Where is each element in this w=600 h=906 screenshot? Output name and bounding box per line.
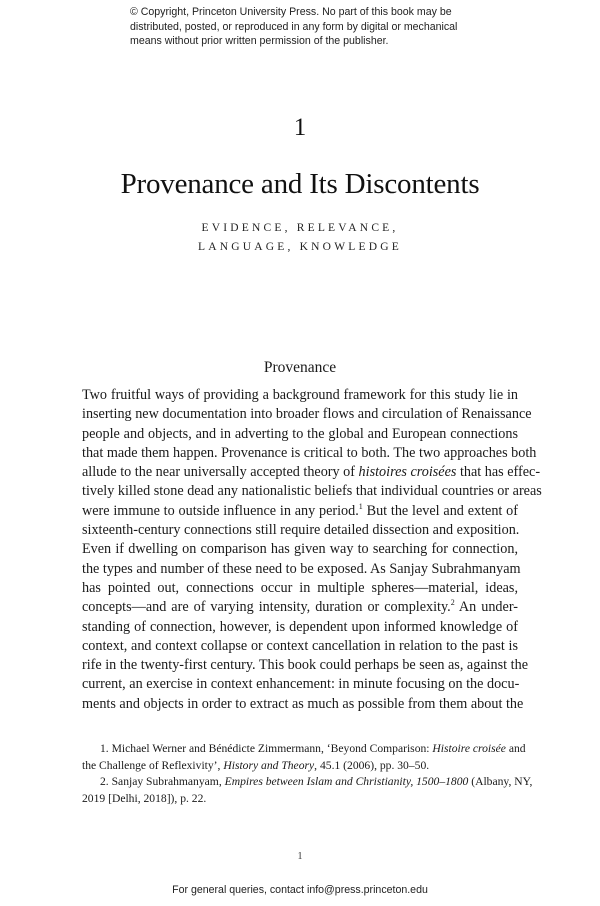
text-run: concepts—and are of varying intensity, duration or complexity. — [82, 599, 451, 616]
text-line — [82, 560, 521, 579]
text-line — [82, 405, 532, 424]
subtitle-line: EVIDENCE, RELEVANCE, — [201, 222, 399, 234]
text-line — [82, 463, 541, 482]
text-run: ments and objects in order to extract as much as possible from them about the — [82, 695, 524, 712]
italic-text: Empires between Islam and Christianity, 1500–1800 — [224, 775, 469, 789]
text-line — [82, 637, 518, 656]
footnote-line — [82, 774, 533, 791]
page-number: 1 — [297, 851, 303, 862]
text-run: that has effec- — [456, 464, 541, 481]
text-run: sixteenth-century connections still require detailed dissection and exposition. — [82, 522, 520, 539]
text-run: inserting new documentation into broader flows and circulation of Renaissance — [82, 406, 532, 423]
text-run: tively killed stone dead any nationalistic beliefs that individual countries or areas — [82, 483, 542, 500]
text-run: current, an exercise in context enhancement: in minute focusing on the docu- — [82, 676, 520, 693]
text-run: Even if dwelling on comparison has given way to searching for connection, — [82, 541, 518, 558]
text-run: context, and context collapse or context cancellation in relation to the past is — [82, 637, 518, 654]
footnote-line — [82, 791, 518, 808]
text-line — [82, 482, 542, 501]
italic-text: histoires croisées — [358, 464, 457, 481]
section-heading: Provenance — [263, 359, 337, 376]
text-run: , 45.1 (2006), pp. 30–50. — [314, 758, 430, 772]
text-line — [82, 540, 518, 559]
text-line — [82, 675, 518, 694]
chapter-number: 1 — [293, 114, 307, 141]
copyright-line: means without prior written permission of the publisher. — [130, 35, 389, 47]
text-run: standing of connection, however, is dependent upon informed knowledge of — [82, 618, 518, 635]
copyright-notice — [130, 5, 490, 49]
footnote-line — [82, 741, 526, 758]
text-run: An under- — [454, 599, 518, 616]
contact-line: For general queries, contact info@press.princeton.edu — [172, 884, 428, 896]
text-run: 2019 [Delhi, 2018]), p. 22. — [82, 791, 207, 805]
text-run: 2. Sanjay Subrahmanyam, — [100, 775, 225, 789]
text-run: (Albany, NY, — [468, 775, 533, 789]
footnote — [82, 774, 533, 807]
text-line — [82, 425, 518, 444]
text-line — [82, 618, 518, 637]
footnote-ref: 1 — [358, 501, 363, 511]
subtitle-line: LANGUAGE, KNOWLEDGE — [198, 240, 402, 253]
italic-text: Histoire croisée — [432, 742, 506, 755]
text-run: the types and number of these need to be exposed. As Sanjay Subrahmanyam — [82, 560, 521, 577]
footnote — [82, 741, 526, 774]
text-line — [82, 598, 518, 617]
text-line — [82, 656, 528, 675]
text-run: allude to the near universally accepted theory of — [82, 464, 359, 481]
text-line — [82, 502, 518, 521]
text-run: Two fruitful ways of providing a background framework for this study lie in — [82, 387, 518, 403]
text-run: and — [505, 742, 526, 755]
text-run: the Challenge of Reflexivity’, — [82, 758, 224, 772]
text-line — [82, 444, 537, 463]
text-run: rife in the twenty-first century. This book could perhaps be seen as, against the — [82, 657, 528, 674]
text-line — [82, 695, 524, 714]
text-run: were immune to outside influence in any period. — [82, 502, 359, 519]
text-run: people and objects, and in adverting to the global and European connections — [82, 425, 518, 442]
chapter-title: Provenance and Its Discontents — [120, 168, 480, 200]
text-line — [82, 521, 518, 540]
text-line — [82, 386, 518, 405]
footnote-ref: 2 — [450, 598, 455, 608]
body-paragraph — [82, 386, 542, 714]
text-run: 1. Michael Werner and Bénédicte Zimmermann, ‘Beyond Comparison: — [100, 742, 433, 755]
chapter-subtitle — [0, 219, 600, 256]
italic-text: History and Theory — [223, 758, 315, 772]
text-run: But the level and extent of — [362, 502, 518, 519]
text-line — [82, 579, 518, 598]
copyright-line: © Copyright, Princeton University Press. No part of this book may be — [130, 6, 452, 18]
footnote-line — [82, 758, 518, 775]
text-run: that made them happen. Provenance is critical to both. The two approaches both — [82, 444, 537, 461]
copyright-line: distributed, posted, or reproduced in any form by digital or mechanical — [130, 20, 458, 33]
footnotes — [82, 741, 533, 807]
text-run: has pointed out, connections occur in multiple spheres—material, ideas, — [82, 579, 518, 596]
